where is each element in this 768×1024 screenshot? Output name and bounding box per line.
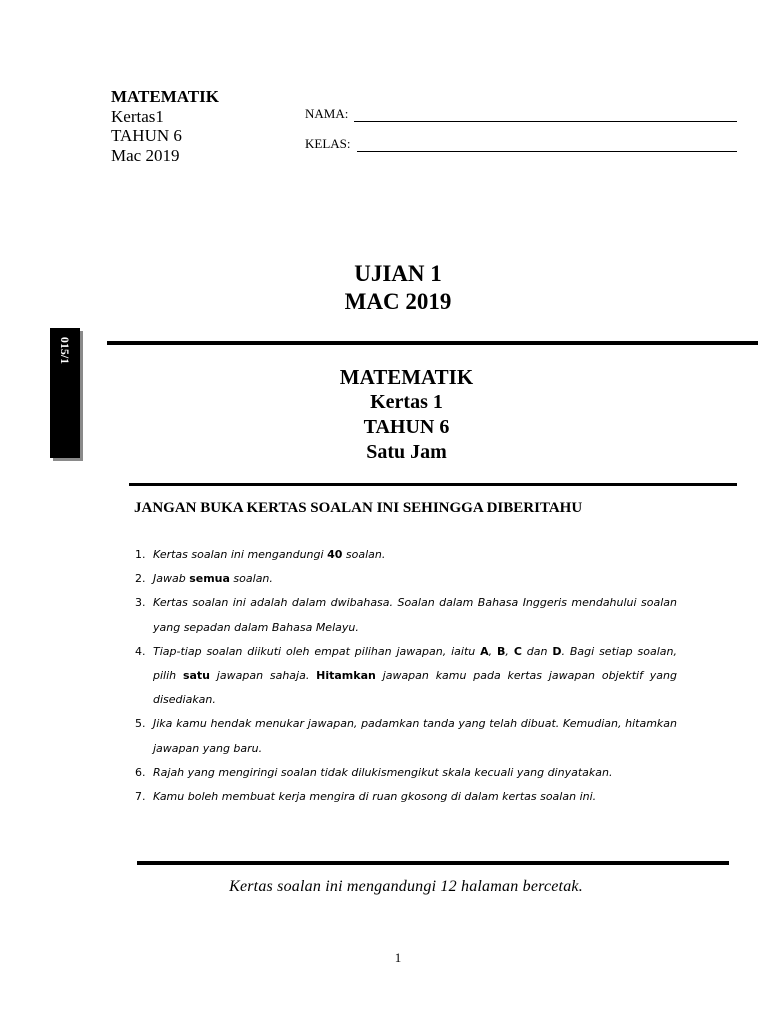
instruction-text: Jawab bbox=[153, 572, 190, 586]
instruction-emphasis: semua bbox=[189, 572, 230, 586]
warning-heading: JANGAN BUKA KERTAS SOALAN INI SEHINGGA DIBERITAHU bbox=[134, 500, 583, 516]
paper-subject: MATEMATIK bbox=[339, 365, 474, 389]
header-subject: MATEMATIK bbox=[111, 87, 219, 106]
instruction-number: 5. bbox=[135, 717, 146, 731]
instruction-emphasis: B bbox=[497, 644, 506, 658]
page-count-note: Kertas soalan ini mengandungi 12 halaman bercetak. bbox=[229, 878, 583, 895]
instruction-text: Kertas soalan ini mengandungi bbox=[153, 548, 328, 561]
name-label: NAMA: bbox=[305, 106, 349, 121]
instruction-emphasis: Hitamkan bbox=[316, 669, 376, 683]
instruction-text: jawapan sahaja. bbox=[210, 669, 317, 683]
class-field-row bbox=[305, 132, 737, 152]
instruction-text: soalan. bbox=[342, 548, 386, 561]
instruction-item bbox=[135, 785, 677, 809]
instruction-item bbox=[135, 712, 677, 760]
header-paper: Kertas1 bbox=[111, 106, 164, 126]
paper-number: Kertas 1 bbox=[370, 391, 443, 413]
header-info bbox=[111, 87, 219, 165]
instruction-text: soalan. bbox=[229, 572, 273, 586]
instruction-number: 2. bbox=[135, 572, 146, 586]
instruction-emphasis: A bbox=[480, 644, 489, 658]
instruction-emphasis: D bbox=[552, 644, 562, 658]
bottom-divider bbox=[137, 861, 729, 865]
instruction-item bbox=[135, 567, 677, 591]
instruction-text: Kamu boleh membuat kerja mengira di ruan gkosong di dalam kertas soalan ini. bbox=[153, 790, 597, 804]
class-label: KELAS: bbox=[305, 136, 351, 151]
page-number: 1 bbox=[394, 950, 402, 965]
instruction-number: 6. bbox=[135, 765, 146, 779]
instruction-emphasis: satu bbox=[182, 669, 210, 683]
header-year: TAHUN 6 bbox=[111, 126, 182, 145]
instruction-number: 4. bbox=[135, 644, 146, 658]
instruction-text: dan bbox=[521, 644, 553, 658]
class-field[interactable] bbox=[357, 138, 738, 152]
exam-heading bbox=[0, 260, 768, 316]
instruction-item bbox=[135, 761, 677, 785]
instruction-emphasis: C bbox=[513, 644, 522, 658]
instruction-text: jawapan kamu pada kertas jawapan objektif yang disediakan. bbox=[153, 669, 677, 707]
instruction-item bbox=[135, 591, 677, 639]
exam-title: UJIAN 1 bbox=[354, 261, 442, 286]
instruction-emphasis: 40 bbox=[327, 548, 343, 561]
exam-date: MAC 2019 bbox=[344, 289, 452, 314]
instruction-text: Rajah yang mengiringi soalan tidak dilukismengikut skala kecuali yang dinyatakan. bbox=[153, 765, 613, 779]
paper-title-block bbox=[0, 365, 768, 465]
name-field-row bbox=[305, 102, 737, 122]
instruction-text: Kertas soalan ini adalah dalam dwibahasa. Soalan dalam Bahasa Inggeris mendahului soalan yang sepadan dalam Bahasa Melayu. bbox=[153, 596, 677, 634]
middle-divider bbox=[129, 483, 737, 486]
student-fields bbox=[305, 102, 737, 162]
paper-year: TAHUN 6 bbox=[363, 416, 450, 438]
instruction-number: 7. bbox=[135, 790, 146, 804]
paper-code-text: 015/1 bbox=[58, 336, 73, 364]
instruction-text: . Bagi setiap soalan, pilih bbox=[153, 644, 678, 683]
instruction-item bbox=[135, 543, 677, 567]
top-divider bbox=[107, 341, 758, 345]
instruction-text: , bbox=[488, 644, 498, 658]
instruction-text: , bbox=[505, 644, 514, 658]
instruction-number: 3. bbox=[135, 596, 146, 610]
paper-duration: Satu Jam bbox=[366, 441, 447, 463]
instruction-text: Jika kamu hendak menukar jawapan, padamkan tanda yang telah dibuat. Kemudian, hitamkan jawapan yang baru. bbox=[153, 717, 677, 755]
instruction-text: Tiap-tiap soalan diikuti oleh empat pilihan jawapan, iaitu bbox=[153, 644, 481, 658]
header-date: Mac 2019 bbox=[111, 145, 180, 165]
instruction-list bbox=[135, 543, 677, 809]
instruction-item bbox=[135, 640, 677, 713]
instruction-number: 1. bbox=[135, 548, 146, 561]
name-field[interactable] bbox=[354, 108, 737, 122]
